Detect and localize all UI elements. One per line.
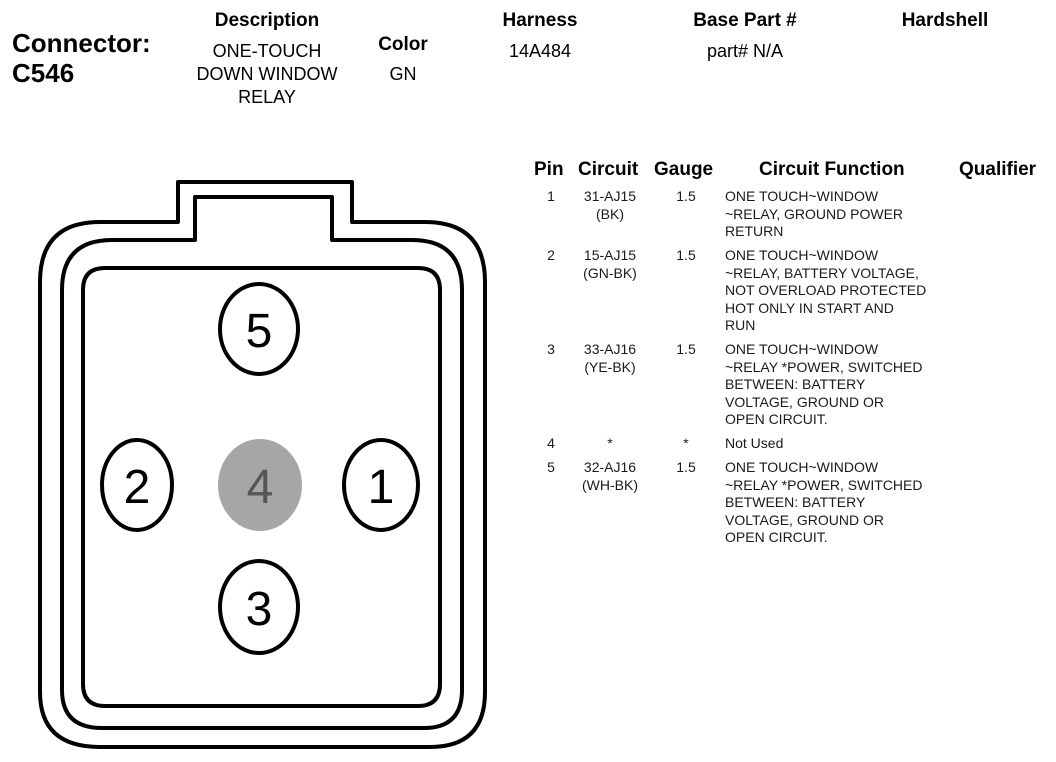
- pin-2-cavity: [102, 440, 172, 530]
- row-4-gauge: *: [683, 435, 689, 451]
- function-line: NOT OVERLOAD PROTECTED: [725, 282, 927, 298]
- circuit-line: *: [607, 435, 613, 451]
- row-5-pin: 5: [547, 459, 555, 475]
- circuit-line: 33-AJ16: [583, 341, 637, 357]
- pin-column-header: Pin: [534, 159, 564, 180]
- row-4-function: [725, 435, 965, 453]
- row-1-gauge: 1.5: [676, 188, 696, 204]
- row-3-function: [725, 341, 965, 429]
- connector-face-diagram: [0, 0, 500, 762]
- function-line: ~RELAY *POWER, SWITCHED: [725, 358, 923, 375]
- row-1-circuit: [568, 188, 652, 223]
- pin-2-number: 2: [123, 461, 151, 514]
- row-1-function: [725, 188, 965, 241]
- function-line: RUN: [725, 317, 756, 333]
- description-line: RELAY: [238, 87, 296, 107]
- pin-4-number: 4: [246, 461, 274, 514]
- row-2-function: [725, 247, 965, 335]
- circuit-line: 32-AJ16: [583, 459, 637, 475]
- circuit-line: (GN-BK): [583, 264, 637, 281]
- circuit-line: (BK): [596, 205, 624, 222]
- row-3-pin: 3: [547, 341, 555, 357]
- pin-5-number: 5: [245, 305, 273, 358]
- circuit-line: (WH-BK): [582, 476, 638, 493]
- description-line: DOWN WINDOW: [196, 64, 338, 84]
- description-header: Description: [214, 10, 320, 31]
- row-2-circuit: [568, 247, 652, 282]
- harness-header: Harness: [502, 10, 578, 31]
- qualifier-column-header: Qualifier: [959, 159, 1037, 180]
- circuit-line: 31-AJ15: [583, 188, 637, 204]
- pin-3-cavity: [220, 561, 298, 653]
- pin-4-cavity: [218, 439, 302, 531]
- function-column-header: Circuit Function: [759, 159, 905, 180]
- connector-label: Connector:: [12, 28, 151, 58]
- row-5-circuit: [568, 459, 652, 494]
- function-line: OPEN CIRCUIT.: [725, 529, 828, 545]
- row-4-circuit: [568, 435, 652, 453]
- row-3-gauge: 1.5: [676, 341, 696, 357]
- function-line: ~RELAY *POWER, SWITCHED: [725, 476, 923, 493]
- row-3-circuit: [568, 341, 652, 376]
- description-line: ONE-TOUCH: [212, 41, 322, 61]
- function-line: ONE TOUCH~WINDOW: [725, 459, 879, 475]
- harness-value: 14A484: [508, 41, 572, 61]
- function-line: OPEN CIRCUIT.: [725, 411, 828, 427]
- function-line: HOT ONLY IN START AND: [725, 299, 894, 316]
- circuit-line: (YE-BK): [584, 358, 636, 375]
- function-line: RETURN: [725, 223, 784, 239]
- color-header: Color: [378, 34, 428, 55]
- function-line: BETWEEN: BATTERY: [725, 494, 866, 510]
- function-line: ONE TOUCH~WINDOW: [725, 341, 879, 357]
- circuit-column-header: Circuit: [578, 159, 639, 180]
- connector-id: C546: [12, 58, 75, 88]
- base-part-header: Base Part #: [693, 10, 797, 31]
- row-1-pin: 1: [547, 188, 555, 204]
- function-line: ONE TOUCH~WINDOW: [725, 247, 879, 263]
- row-4-pin: 4: [547, 435, 555, 451]
- pin-5-cavity: [220, 284, 298, 374]
- pin-1-number: 1: [367, 461, 395, 514]
- function-line: VOLTAGE, GROUND OR: [725, 393, 884, 410]
- function-line: VOLTAGE, GROUND OR: [725, 511, 884, 528]
- pin-3-number: 3: [245, 583, 273, 636]
- pin-1-cavity: [344, 440, 418, 530]
- row-5-function: [725, 459, 965, 547]
- circuit-line: 15-AJ15: [583, 247, 637, 263]
- hardshell-header: Hardshell: [901, 10, 989, 31]
- color-value: GN: [389, 64, 417, 84]
- function-line: Not Used: [725, 435, 784, 451]
- function-line: ~RELAY, BATTERY VOLTAGE,: [725, 264, 919, 281]
- function-line: BETWEEN: BATTERY: [725, 376, 866, 392]
- function-line: ~RELAY, GROUND POWER: [725, 205, 904, 222]
- row-2-pin: 2: [547, 247, 555, 263]
- row-5-gauge: 1.5: [676, 459, 696, 475]
- base-part-value: part# N/A: [706, 41, 784, 61]
- gauge-column-header: Gauge: [654, 159, 714, 180]
- function-line: ONE TOUCH~WINDOW: [725, 188, 879, 204]
- row-2-gauge: 1.5: [676, 247, 696, 263]
